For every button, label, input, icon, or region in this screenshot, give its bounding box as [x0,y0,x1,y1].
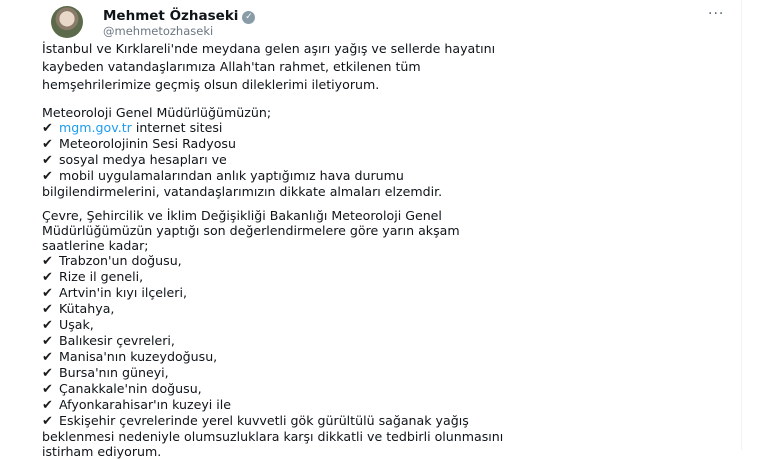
avatar[interactable] [51,6,83,38]
list-item [42,349,503,365]
list-item [42,253,503,269]
checkmark-icon: ✔ [42,318,53,333]
text-line: beklenmesi nedeniyle olumsuzluklara karşı dikkatli ve tedbirli olunmasını [42,429,504,444]
text-line: kaybeden vatandaşlarımıza Allah'tan rahmet, etkilenen tüm [42,59,421,74]
checkmark-icon: ✔ [42,169,53,184]
list-item [42,285,503,301]
text-line: Çevre, Şehircilik ve İklim Değişikliği Bakanlığı Meteoroloji Genel [42,208,442,223]
list-item [42,168,442,184]
list-item [42,152,442,168]
text-line: İstanbul ve Kırklareli'nde meydana gelen aşırı yağış ve sellerde hayatını [42,41,496,56]
text-line: saatlerine kadar; [42,238,149,253]
list-item-text: Uşak, [59,317,94,332]
list-item-text: Manisa'nın kuzeydoğusu, [59,349,218,364]
more-options-icon[interactable]: ··· [708,6,725,22]
list-item-text: Artvin'in kıyı ilçeleri, [59,285,187,300]
list-item-text: Çanakkale'nin doğusu, [59,381,202,396]
checkmark-icon: ✔ [42,286,53,301]
checkmark-icon: ✔ [42,414,53,429]
list-item [42,136,442,152]
list-item [42,333,503,349]
tweet-paragraph-3 [42,208,503,459]
checkmark-icon: ✔ [42,270,53,285]
text-line: hemşehrilerimize geçmiş olsun dileklerimi iletiyorum. [42,77,380,92]
tweet-paragraph-2: Meteoroloji Genel Müdürlüğümüzün; ✔ mgm.gov.tr internet sitesi ✔ Meteorolojinin Sesi Radyosu ✔ sosyal medya hesapları ve ✔ mobil uygulamalarından anlık yaptığımız hava durumu bilgilendirmelerini, vatandaşlarımızın dikkate almaları elzemdir. [42,105,443,199]
list-item-text: Rize il geneli, [59,269,144,284]
mgm-link[interactable]: mgm.gov.tr [59,120,132,135]
checkmark-icon: ✔ [42,302,53,317]
checkmark-icon: ✔ [42,254,53,269]
list-item-text: Trabzon'un doğusu, [59,253,182,268]
verified-badge-icon: ✓ [242,11,255,24]
list-item [42,365,503,381]
list-item [42,317,503,333]
list-item-text: Eskişehir çevrelerinde yerel kuvvetli gök gürültülü sağanak yağış [59,413,469,428]
checkmark-icon: ✔ [42,153,53,168]
checkmark-icon: ✔ [42,137,53,152]
list-item-text: Meteorolojinin Sesi Radyosu [59,136,236,151]
list-item [42,269,503,285]
list-item [42,397,503,413]
list-item-text: Balıkesir çevreleri, [59,333,175,348]
text-line: Meteoroloji Genel Müdürlüğümüzün; [42,105,272,120]
list-item-text: mobil uygulamalarından anlık yaptığımız hava durumu [59,168,404,183]
list-item [42,301,503,317]
checkmark-icon: ✔ [42,121,53,136]
list-item-text: Afyonkarahisar'ın kuzeyi ile [59,397,232,412]
list-item-text: Kütahya, [59,301,115,316]
text-line: istirham ediyorum. [42,444,162,459]
author-name[interactable]: Mehmet Özhaseki ✓ [103,8,255,24]
checkmark-icon: ✔ [42,382,53,397]
divider [741,0,742,450]
checkmark-icon: ✔ [42,366,53,381]
author-handle[interactable]: @mehmetozhaseki [103,24,214,38]
list-item-text: Bursa'nın güneyi, [59,365,169,380]
checkmark-icon: ✔ [42,398,53,413]
checkmark-icon: ✔ [42,350,53,365]
text-line: bilgilendirmelerini, vatandaşlarımızın dikkate almaları elzemdir. [42,184,443,199]
list-item [42,413,503,429]
checkmark-icon: ✔ [42,334,53,349]
text-line: Müdürlüğümüzün yaptığı son değerlendirmelere göre yarın akşam [42,223,460,238]
tweet-paragraph-1 [42,40,495,94]
list-item-text: sosyal medya hesapları ve [59,152,227,167]
list-item [42,381,503,397]
